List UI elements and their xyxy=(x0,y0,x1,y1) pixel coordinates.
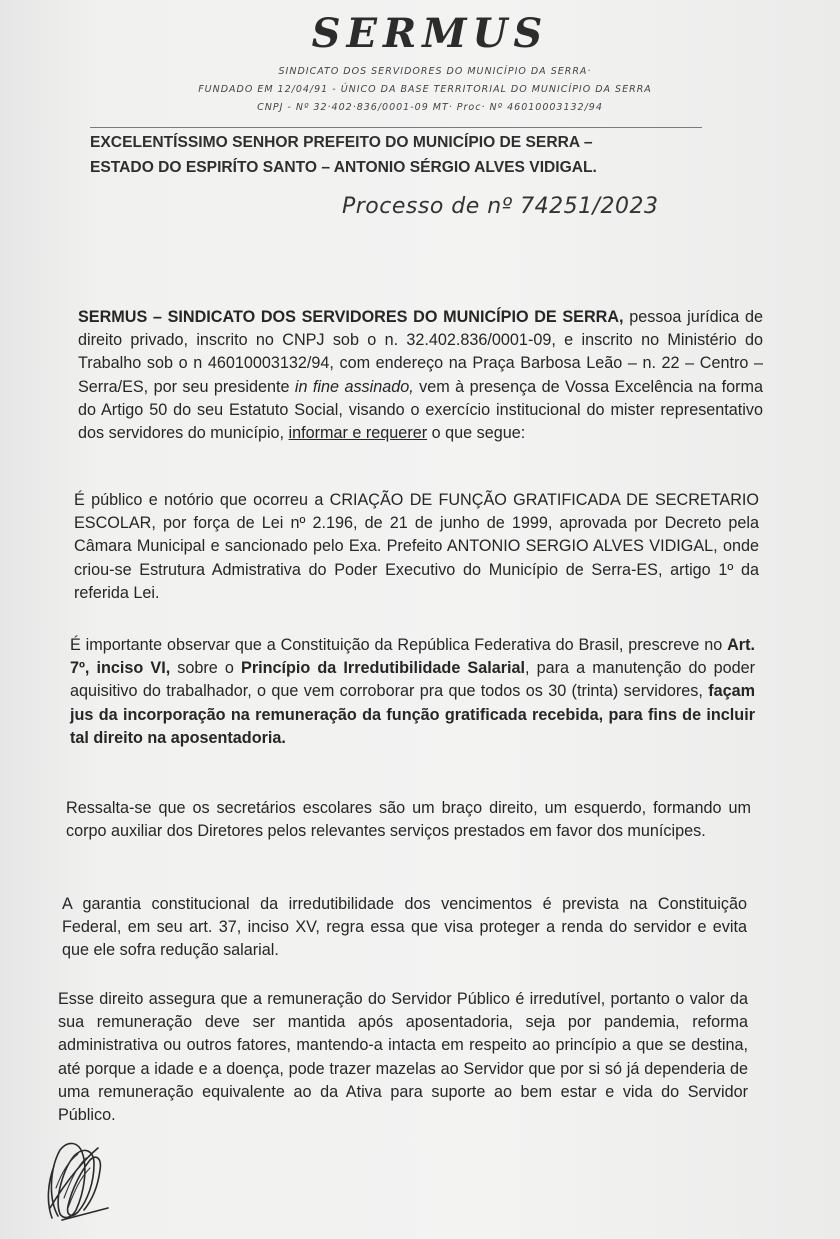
p3-bold-3: façam jus da incorporação na remuneração da função gratificada recebida, para fins de incluir tal direito na aposentadoria. xyxy=(70,682,755,747)
paragraph-right: Esse direito assegura que a remuneração do Servidor Público é irredutível, portanto o valor da sua remuneração deve ser mantida após aposentadoria, seja por pandemia, reforma administrativa ou outros fatores, mantendo-a intacta em respeito ao princípio a que se destina, até porque a idade e a doença, pode trazer mazelas ao Servidor que por si só já dependeria de uma remuneração equivalente ao da Ativa para suporte ao bem estar e vida do Servidor Público. xyxy=(58,990,748,1125)
paragraph-identification xyxy=(78,306,763,445)
letterhead-line-1: SINDICATO DOS SERVIDORES DO MUNICÍPIO DA SERRA· xyxy=(278,66,592,77)
handwritten-process-number: Processo de nº 74251/2023 xyxy=(342,194,659,219)
letterhead-line-2: FUNDADO EM 12/04/91 - ÚNICO DA BASE TERRITORIAL DO MUNICÍPIO DA SERRA xyxy=(198,84,652,95)
p1-underline: informar e requerer xyxy=(288,424,428,443)
addressee xyxy=(90,130,750,180)
handwritten-signature xyxy=(38,1138,114,1222)
p1-text-2: vem à presença de Vossa Excelência na forma do Artigo 50 do seu Estatuto Social, visando o exercício institucional do mister representativo dos servidores do município, xyxy=(78,377,763,443)
p3-text-1: É importante observar que a Constituição da República Federativa do Brasil, prescreve no xyxy=(70,636,728,654)
p1-text-1: pessoa jurídica de direito privado, inscrito no CNPJ sob o n. 32.402.836/0001-09, e inscrito no Ministério do Trabalho sob o n 46010003132/94, com endereço na Praça Barbosa Leão – n. 22 – Centro – Serra/ES, por seu presidente xyxy=(78,308,763,396)
p3-bold-2: Princípio da Irredutibilidade Salarial xyxy=(241,659,526,678)
paragraph-guarantee: A garantia constitucional da irredutibilidade dos vencimentos é prevista na Constituição Federal, em seu art. 37, inciso XV, regra essa que visa proteger a renda do servidor e evita que ele sofra redução salarial. xyxy=(62,895,747,960)
brand-logo-text: SERMUS xyxy=(311,10,549,57)
p1-italic: in fine assinado, xyxy=(294,377,414,396)
p3-bold-1: Art. 7º, inciso VI, xyxy=(70,636,755,678)
addressee-line-2: ESTADO DO ESPIRÍTO SANTO – ANTONIO SÉRGIO ALVES VIDIGAL. xyxy=(90,159,597,176)
p1-text-3: o que segue: xyxy=(427,424,526,443)
p3-text-2: sobre o xyxy=(170,659,242,678)
letterhead-line-3: CNPJ - Nº 32·402·836/0001-09 MT· Proc· Nº 46010003132/94 xyxy=(257,102,603,113)
letterhead xyxy=(0,10,840,117)
paragraph-secretaries: Ressalta-se que os secretários escolares são um braço direito, um esquerdo, formando um corpo auxiliar dos Diretores pelos relevantes serviços prestados em favor dos munícipes. xyxy=(66,799,751,841)
union-name: SERMUS – SINDICATO DOS SERVIDORES DO MUNICÍPIO DE SERRA, xyxy=(78,308,624,326)
header-rule xyxy=(90,127,702,128)
paragraph-law: É público e notório que ocorreu a CRIAÇÃO DE FUNÇÃO GRATIFICADA DE SECRETARIO ESCOLAR, por força de Lei nº 2.196, de 21 de junho de 1999, aprovada por Decreto pela Câmara Municipal e sancionado pelo Exa. Prefeito ANTONIO SERGIO ALVES VIDIGAL, onde criou-se Estrutura Admistrativa do Poder Executivo do Município de Serra-ES, artigo 1º da referida Lei. xyxy=(74,491,759,602)
paragraph-constitution xyxy=(70,634,755,750)
p3-text-3: , para a manutenção do poder aquisitivo do trabalhador, o que vem corroborar pra que todos os 30 (trinta) servidores, xyxy=(70,659,755,701)
addressee-line-1: EXCELENTÍSSIMO SENHOR PREFEITO DO MUNICÍPIO DE SERRA – xyxy=(90,134,593,151)
